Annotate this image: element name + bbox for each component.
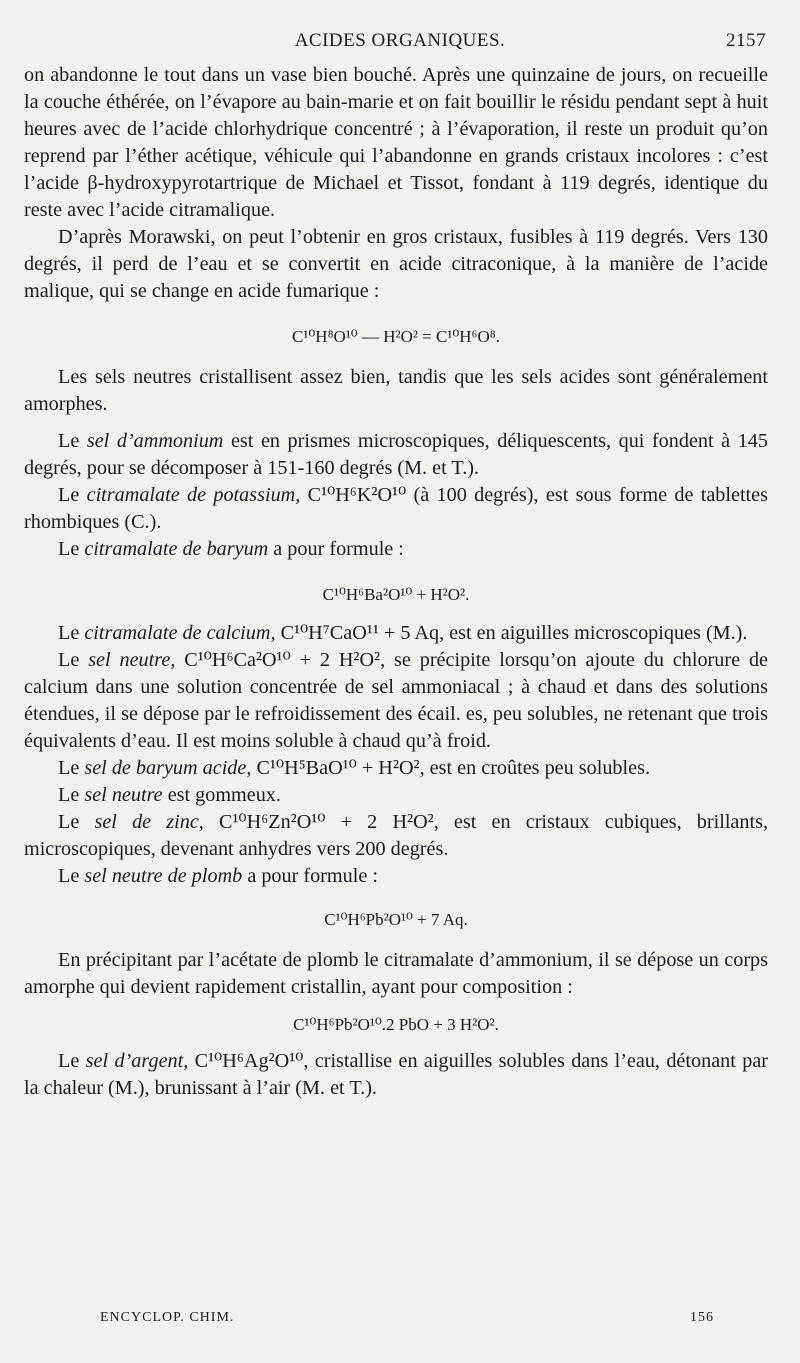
- text-run: a pour formule :: [268, 538, 404, 560]
- paragraph: Les sels neutres cristallisent assez bien, tandis que les sels acides sont généralement amorphes.: [24, 366, 768, 415]
- text-run: Le: [58, 622, 85, 644]
- body-text: [24, 62, 768, 1102]
- text-run: Le: [58, 757, 85, 779]
- italic-term: sel d’ammonium: [86, 430, 224, 452]
- text-run: C¹⁰H⁶Ag²O¹⁰, cristallise en aiguilles solubles dans l’eau, détonant par la chaleur (M.), brunissant à l’air (M. et T.).: [24, 1050, 768, 1099]
- paragraph: [24, 620, 768, 647]
- running-header: [34, 30, 766, 54]
- paragraph: En précipitant par l’acétate de plomb le citramalate d’ammonium, il se dépose un corps amorphe qui devient rapidement cristallin, ayant pour composition :: [24, 949, 768, 998]
- text-run: C¹⁰H⁵BaO¹⁰ + H²O², est en croûtes peu solubles.: [251, 757, 650, 779]
- footer-sheet-number: 156: [690, 1310, 714, 1325]
- italic-term: sel de zinc,: [94, 811, 204, 833]
- paragraph: [24, 782, 768, 809]
- text-run: Le: [58, 811, 95, 833]
- paragraph: [24, 1048, 768, 1102]
- paragraph: [24, 755, 768, 782]
- italic-term: sel neutre: [84, 784, 163, 806]
- text-run: Le: [58, 1050, 86, 1072]
- page-number: 2157: [726, 30, 766, 51]
- text-run: Le: [58, 538, 85, 560]
- italic-term: sel neutre,: [88, 649, 176, 671]
- formula: C¹⁰H⁶Pb²O¹⁰ + 7 Aq.: [324, 910, 468, 929]
- paragraph: [24, 536, 768, 563]
- formula: C¹⁰H⁶Ba²O¹⁰ + H²O².: [322, 585, 470, 604]
- paragraph: [24, 863, 768, 890]
- italic-term: sel de baryum acide,: [84, 757, 252, 779]
- header-title: ACIDES ORGANIQUES.: [294, 30, 506, 51]
- text-run: C¹⁰H⁶K²O¹⁰ (à 100 degrés), est sous forme de tablettes rhombiques (C.).: [24, 484, 768, 533]
- formula: C¹⁰H⁶Pb²O¹⁰.2 PbO + 3 H²O².: [293, 1015, 499, 1034]
- text-run: Le: [58, 430, 87, 452]
- paragraph: D’après Morawski, on peut l’obtenir en gros cristaux, fusibles à 119 degrés. Vers 130 degrés, il perd de l’eau et se convertit en acide citraconique, à la manière de l’acide malique, qui se change en acide fumarique :: [24, 226, 768, 302]
- text-run: a pour formule :: [242, 865, 378, 887]
- text-run: Le: [58, 484, 87, 506]
- italic-term: citramalate de calcium,: [84, 622, 276, 644]
- text-run: est en prismes microscopiques, déliquescents, qui fondent à 145 degrés, pour se décomposer à 151-160 degrés (M. et T.).: [24, 430, 768, 479]
- paragraph: [24, 482, 768, 536]
- italic-term: citramalate de baryum: [84, 538, 269, 560]
- italic-term: sel d’argent,: [85, 1050, 189, 1072]
- text-run: C¹⁰H⁷CaO¹¹ + 5 Aq, est en aiguilles microscopiques (M.).: [275, 622, 748, 644]
- paragraph: on abandonne le tout dans un vase bien bouché. Après une quinzaine de jours, on recueille la couche éthérée, on l’évapore au bain-marie et on fait bouillir le résidu pendant sept à huit heures avec de l’acide chlorhydrique concentré ; à l’évaporation, il reste un produit qu’on reprend par l’éther acétique, véhicule qui l’abandonne en grands cristaux incolores : c’est l’acide β-hydroxypyrotartrique de Michael et Tissot, fondant à 119 degrés, identique du reste avec l’acide citramalique.: [24, 64, 768, 221]
- paragraph: [24, 809, 768, 863]
- page-footer: [100, 1310, 714, 1326]
- text-run: Le: [58, 784, 85, 806]
- text-run: Le: [58, 649, 89, 671]
- text-run: C¹⁰H⁶Ca²O¹⁰ + 2 H²O², se précipite lorsqu’on ajoute du chlorure de calcium dans une solution concentrée de sel ammoniacal ; à chaud et dans des solutions étendues, il se dépose par le refroidissement des écail. es, peu solubles, ne retenant que trois équivalents d’eau. Il est moins soluble à chaud qu’à froid.: [24, 649, 768, 752]
- italic-term: sel neutre de plomb: [84, 865, 243, 887]
- paragraph: [24, 428, 768, 482]
- text-run: est gommeux.: [162, 784, 281, 806]
- formula: C¹⁰H⁸O¹⁰ — H²O² = C¹⁰H⁶O⁸.: [292, 327, 500, 346]
- text-run: Le: [58, 865, 85, 887]
- paragraph: [24, 647, 768, 755]
- italic-term: citramalate de potassium,: [86, 484, 301, 506]
- text-run: C¹⁰H⁶Zn²O¹⁰ + 2 H²O², est en cristaux cubiques, brillants, microscopiques, devenant anhydres vers 200 degrés.: [24, 811, 768, 860]
- footer-signature: ENCYCLOP. CHIM.: [100, 1310, 235, 1325]
